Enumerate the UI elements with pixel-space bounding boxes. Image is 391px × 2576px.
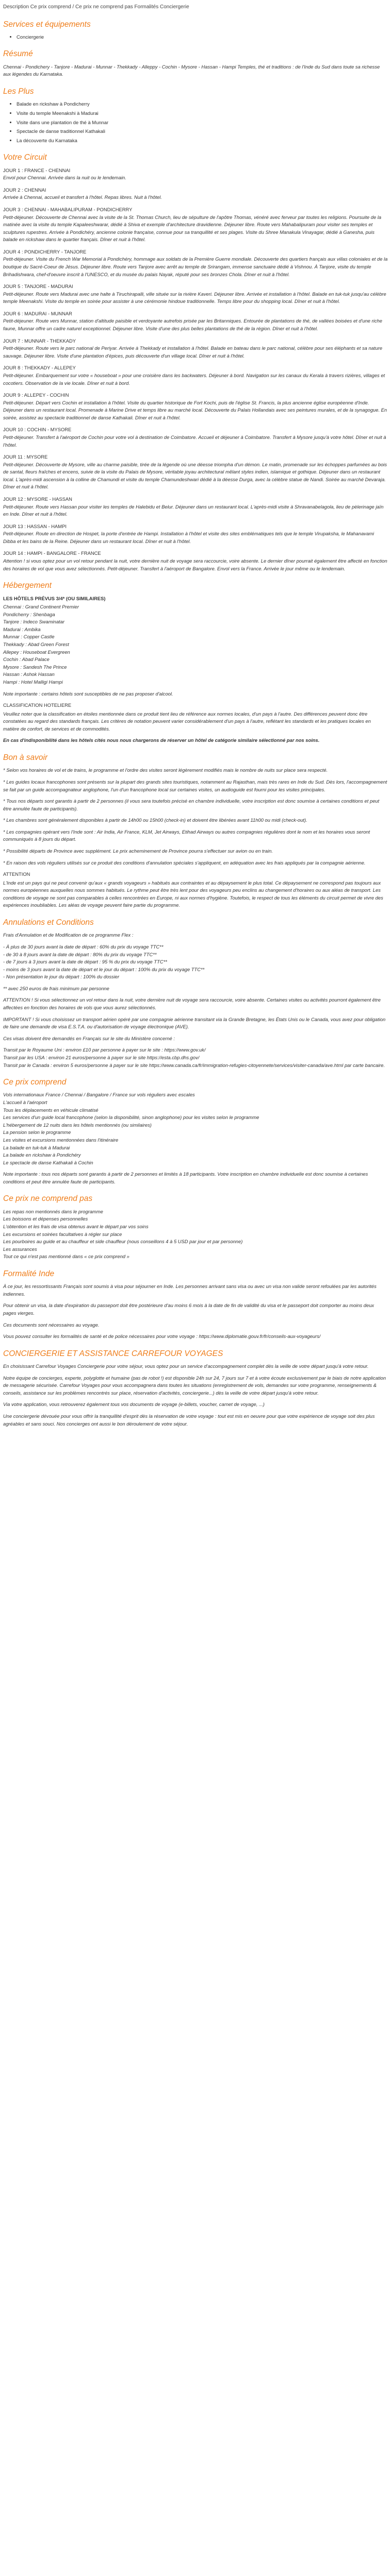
- day-text: Envol pour Chennai. Arrivée dans la nuit ou le lendemain.: [3, 175, 126, 181]
- day-title: JOUR 11 : MYSORE: [3, 454, 48, 460]
- day-block: [3, 248, 388, 278]
- transit-uk: Transit par le Royaume Uni : environ £10 par personne à payer sur le site : https://www.gov.uk/: [3, 1047, 206, 1053]
- minimum-fee-note: ** avec 250 euros de frais minimum par personne: [3, 985, 109, 991]
- formalites-heading: Formalité Inde: [3, 1269, 55, 1278]
- services-heading: Services et équipements: [3, 20, 91, 29]
- important-visa: IMPORTANT ! Si vous choisissez un transport aérien opéré par une compagnie aérienne transitant via la Grande Bretagne, les États Unis ou le Canada, vous avez pour obligation de faire une demande de visa E.S.T.A. ou d'autorisation de voyage électronique (AVE).: [3, 1016, 386, 1030]
- day-text: Petit-déjeuner. Route en direction de Hospet, la porte d'entrée de Hampi. Installation à l'hôtel et visite des sites emblématiques tels que le temple Virupaksha, le Mahanavami Dibba et les bains de la Reine. Déjeuner dans un restaurant local. Dîner et nuit à l'hôtel.: [3, 531, 374, 544]
- comprend-item: L'hébergement de 12 nuits dans les hôtels mentionnés (ou similaires): [3, 1122, 152, 1128]
- plus-item: • Spectacle de danse traditionnel Kathakali: [17, 128, 388, 135]
- ne-comprend-item: L'obtention et les frais de visa obtenus avant le départ par vos soins: [3, 1223, 149, 1229]
- conciergerie-paragraph: Via votre application, vous retrouverez également tous vos documents de voyage (e-billets, voucher, carnet de voyage, ...): [3, 1401, 265, 1408]
- classification-title: CLASSIFICATION HOTELIERE: [3, 702, 72, 708]
- conciergerie-paragraph: Une conciergerie dévouée pour vous offrir la tranquillité d'esprit dès la réservation de votre voyage : tout est mis en oeuvre pour que votre expérience de voyage soit des plus agréables et sans souci. Nos concierges ont aussi le bon déroulement de votre séjour.: [3, 1413, 375, 1427]
- plus-item: • Visite du temple Meenakshi à Madurai: [17, 110, 388, 117]
- comprend-list: [3, 1091, 388, 1166]
- info-paragraph: * Possibilité départs de Province avec supplément. Le prix acheminement de Province pourra s'effectuer sur avion ou en train.: [3, 848, 273, 854]
- day-block: [3, 523, 388, 546]
- hotels-note: Note importante : certains hôtels sont susceptibles de ne pas proposer d'alcool.: [3, 690, 173, 697]
- day-text: Petit-déjeuner. Découverte de Mysore, ville au charme paisible, tirée de la légende où une déesse triompha d'un démon. Le matin, promenade sur les échoppes parfumées au bois de santal, fleurs fraîches et encens, suivie de la visite du Palais de Mysore, véritable joyau architectural mêlant styles indien, islamique et gothique. Déjeuner dans un restaurant local. L'après-midi ascension à la colline de Chamundi et visite du temple Chamundeshwari dédié à la déesse Durga, avec la célèbre statue de Nandi. Soirée au marché Devaraja. Dîner et nuit à l'hôtel.: [3, 461, 387, 490]
- formalites-paragraph: Vous pouvez consulter les formalités de santé et de police nécessaires pour votre voyage : https://www.diplomatie.gouv.fr/fr/conseils-aux-voyageurs/: [3, 1333, 321, 1340]
- fee-line: - moins de 3 jours avant la date de départ et le jour du départ : 100% du prix du voyage TTC**: [3, 966, 205, 972]
- comprend-item: La pension selon le programme: [3, 1129, 71, 1136]
- info-paragraph: * Les guides locaux francophones sont présents sur la plupart des grands sites touristiques, notamment au Rajasthan, mais très rares en Inde du Sud. Dès lors, l'accompagnement se fait par un guide accompagnateur anglophone, l'un d'un francophone local sur certaines visites, un audioguide est fourni pour les visites principales.: [3, 778, 387, 792]
- day-title: JOUR 10 : COCHIN - MYSORE: [3, 427, 72, 433]
- info-paragraph: * Les chambres sont généralement disponibles à partir de 14h00 ou 15h00 (check-in) et doivent être libérées avant 11h00 ou midi (check-out).: [3, 817, 307, 823]
- classification-text: Veuillez noter que la classification en étoiles mentionnée dans ce produit tient lieu de référence aux normes locales, d'un pays à l'autre. Des différences peuvent donc être constatées au regard des standards français. Les critères de notation peuvent varier considérablement d'un pays à l'autre, reflétant les standards et les pratiques locales en matière de confort, de services et de commodités.: [3, 710, 371, 732]
- annulations-intro: Frais d'Annulation et de Modification de ce programme Flex :: [3, 932, 134, 938]
- conciergerie-section: [3, 1349, 388, 1428]
- bon-a-savoir-section: [3, 753, 388, 909]
- hotel-line: Hampi : Hotel Malligi Hampi: [3, 679, 63, 685]
- day-block: [3, 364, 388, 387]
- transit-canada: Transit par le Canada : environ 5 euros/personne à payer sur le site https://www.canada.ca/fr/immigration-refugies-citoyennete/services/visiter-canada/ave.html par carte bancaire.: [3, 1062, 385, 1068]
- fee-line: - À plus de 30 jours avant la date de départ : 60% du prix du voyage TTC**: [3, 944, 164, 950]
- day-block: [3, 167, 388, 182]
- day-block: [3, 496, 388, 518]
- ne-comprend-heading: Ce prix ne comprend pas: [3, 1194, 93, 1204]
- attention-title: ATTENTION: [3, 871, 30, 877]
- comprend-heading: Ce prix comprend: [3, 1078, 67, 1087]
- bon-a-savoir-heading: Bon à savoir: [3, 753, 48, 762]
- resume-heading: Résumé: [3, 49, 33, 59]
- comprend-item: La balade en tuk-tuk à Madurai: [3, 1144, 70, 1150]
- ne-comprend-list: [3, 1208, 388, 1261]
- bon-a-savoir-block: [3, 767, 388, 867]
- plus-item: • La découverte du Karnataka: [17, 137, 388, 145]
- day-block: [3, 310, 388, 333]
- hotel-line: Thekkady : Abad Green Forest: [3, 641, 69, 648]
- ne-comprend-item: Tout ce qui n'est pas mentionné dans « ce prix comprend »: [3, 1253, 129, 1260]
- fee-line: - de 7 jours à 3 jours avant la date de départ : 95 % du prix du voyage TTC**: [3, 959, 167, 965]
- circuit-section: [3, 152, 388, 572]
- conciergerie-paragraph: Notre équipe de concierges, experte, polyglotte et humaine (pas de robot !) est disponible 24h sur 24, 7 jours sur 7 et à votre écoute exclusivement par le biais de notre application de messagerie sécurisée. Carrefour Voyages pour vous accompagnera dans toutes les situations (enregistrement de vols, demandes sur votre programme, renseignements & conseils, assistance sur les problèmes rencontrés sur place, réservation d'activités, conciergerie...) dès la veille de votre départ jusqu'à votre retour.: [3, 1375, 386, 1396]
- hotel-list: [3, 603, 388, 686]
- info-paragraph: * Selon vos horaires de vol et de trains, le programme et l'ordre des visites seront légèrement modifiés mais le nombre de nuits sur place sera respecté.: [3, 767, 328, 773]
- cancellation-fees: [3, 943, 388, 981]
- hotel-line: Mysore : Sandesh The Prince: [3, 664, 67, 670]
- info-paragraph: * Tous nos départs sont garantis à partir de 2 personnes (il vous sera toutefois précisé en chambre individuelle, votre inscription est donc soumise à certaines conditions et peut être annulée faute de participants).: [3, 798, 380, 811]
- day-title: JOUR 7 : MUNNAR - THEKKADY: [3, 337, 76, 344]
- day-title: JOUR 2 : CHENNAI: [3, 187, 46, 193]
- info-paragraph: * Les compagnies opérant vers l'Inde sont : Air India, Air France, KLM, Jet Airways, Etihad Airways ou autres compagnies régulières dont le nom et les horaires vous seront communiqués à 8 jours du départ.: [3, 828, 370, 842]
- day-title: JOUR 9 : ALLEPEY - COCHIN: [3, 392, 69, 398]
- availability-text: En cas d'indisponibilité dans les hôtels cités nous nous chargerons de réserver un hôtel de catégorie similaire sélectionné par nos soins.: [3, 737, 320, 743]
- hotel-line: Madurai : Ambika: [3, 626, 41, 632]
- day-text: Petit-déjeuner. Embarquement sur votre « houseboat » pour une croisière dans les backwaters. Déjeuner à bord. Navigation sur les canaux du Kerala à travers rizières, villages et cocotiers. Observation de la vie locale. Dîner et nuit à bord.: [3, 372, 385, 386]
- day-text: Petit-déjeuner. Route vers Hassan pour visiter les temples de Halebidu et Belur. Déjeuner dans un restaurant local. L'après-midi visite à Shravanabelagola, lieu de pèlerinage jaïn en Inde. Dîner et nuit à l'hôtel.: [3, 503, 384, 517]
- resume-text: Chennai - Pondichery - Tanjore - Madurai - Munnar - Thekkady - Alleppy - Cochin - Mysore - Hassan - Hampi Temples, thé et traditions : de l'Inde du Sud dans toute sa richesse aux légendes du Karnataka.: [3, 63, 380, 77]
- info-paragraph: * En raison des vols réguliers utilisés sur ce produit des conditions d'annulation spéciales s'appliquent, en adéquation avec les frais appliqués par la compagnie aérienne.: [3, 859, 366, 866]
- day-text: Arrivée à Chennai, accueil et transfert à l'hôtel. Repas libres. Nuit à l'hôtel.: [3, 194, 162, 200]
- day-block: [3, 283, 388, 306]
- day-title: JOUR 1 : FRANCE - CHENNAI: [3, 167, 71, 173]
- day-title: JOUR 3 : CHENNAI - MAHABALIPURAM - PONDICHERRY: [3, 206, 133, 212]
- ne-comprend-item: Les excursions et soirées facultatives à régler sur place: [3, 1231, 122, 1237]
- transit-usa: Transit par les USA : environ 21 euros/personne à payer sur le site https://esta.cbp.dhs.gov/: [3, 1054, 200, 1060]
- attention-return: ATTENTION ! Si vous sélectionnez un vol retour dans la nuit, votre dernière nuit de voyage sera raccourcie, voire absente. Certaines visites ou activités pourront également être affectées en fonction des horaires de vols que vous aurez sélectionnés.: [3, 997, 381, 1011]
- day-title: JOUR 13 : HASSAN - HAMPI: [3, 523, 67, 529]
- hotel-line: Chennai : Grand Continent Premier: [3, 604, 79, 610]
- day-block: [3, 392, 388, 421]
- plus-section: [3, 87, 388, 144]
- day-text: Petit-déjeuner. Découverte de Chennai avec la visite de la St. Thomas Church, lieu de sépulture de l'apôtre Thomas, vénéré avec ferveur par toutes les religions. Poursuite de la matinée avec la visite du temple Kapaleeshwarar, dédié à Shiva et exemple d'architecture dravidienne. Déjeuner libre. Route vers Mahabalipuram pour visiter ses temples et sculptures rupestres. Arrivée à Pondichéry, ancienne colonie française, connue pour sa tranquillité et ses plages. Visite du Shree Manakula Vinayagar, dédié à Ganesha, puis balade en rickshaw dans le quartier français. Dîner et nuit à l'hôtel.: [3, 214, 382, 243]
- circuit-heading: Votre Circuit: [3, 153, 47, 162]
- plus-list: [3, 100, 388, 144]
- ne-comprend-item: Les assurances: [3, 1246, 37, 1252]
- formalites-section: [3, 1269, 388, 1341]
- fee-line: - de 30 à 8 jours avant la date de départ : 80% du prix du voyage TTC**: [3, 951, 157, 957]
- hotel-line: Munnar : Copper Castle: [3, 634, 55, 640]
- visa-intro: Ces visas doivent être demandés en Français sur le site du Ministère concerné :: [3, 1035, 175, 1041]
- services-list: [3, 33, 388, 41]
- day-block: [3, 426, 388, 449]
- comprend-item: L'accueil à l'aéroport: [3, 1099, 47, 1106]
- day-title: JOUR 6 : MADURAI - MUNNAR: [3, 310, 72, 316]
- annulations-heading: Annulations et Conditions: [3, 918, 94, 927]
- plus-item: • Visite dans une plantation de thé à Munnar: [17, 119, 388, 127]
- hebergement-heading: Hébergement: [3, 581, 52, 590]
- comprend-item: Vols internationaux France / Chennai / Bangalore / France sur vols réguliers avec escales: [3, 1092, 195, 1098]
- conciergerie-paragraph: En choisissant Carrefour Voyages Conciergerie pour votre séjour, vous optez pour un service d'accompagnement complet dès la veille de votre départ jusqu'à votre retour.: [3, 1363, 369, 1369]
- hotel-line: Tanjore : Indeco Swaminatar: [3, 619, 64, 625]
- day-title: JOUR 5 : TANJORE - MADURAI: [3, 283, 73, 290]
- services-section: [3, 20, 388, 41]
- day-block: [3, 337, 388, 360]
- plus-item: • Balade en rickshaw à Pondicherry: [17, 100, 388, 108]
- day-block: [3, 206, 388, 244]
- hotel-line: Hassan : Ashok Hassan: [3, 671, 55, 677]
- comprend-item: Tous les déplacements en véhicule climatisé: [3, 1107, 99, 1113]
- comprend-section: [3, 1077, 388, 1185]
- comprend-item: Le spectacle de danse Kathakali à Cochin: [3, 1159, 93, 1165]
- intro-links: Description Ce prix comprend / Ce prix ne comprend pas Formalités Conciergerie: [3, 4, 189, 10]
- comprend-item: La balade en rickshaw à Pondichéry: [3, 1152, 81, 1158]
- transit-lines: [3, 1046, 388, 1069]
- ne-comprend-item: Les repas non mentionnés dans le programme: [3, 1208, 103, 1214]
- day-block: [3, 550, 388, 572]
- ne-comprend-item: Les boissons et dépenses personnelles: [3, 1216, 88, 1222]
- day-title: JOUR 14 : HAMPI - BANGALORE - FRANCE: [3, 550, 101, 556]
- resume-section: [3, 49, 388, 78]
- annulations-section: [3, 918, 388, 1069]
- formalites-paragraph: À ce jour, les ressortissants Français sont soumis à visa pour séjourner en Inde. Les personnes arrivant sans visa ou avec un visa non valide seront refoulées par les autorités indiennes.: [3, 1283, 377, 1297]
- day-text: Petit-déjeuner. Transfert à l'aéroport de Cochin pour votre vol à destination de Coimbatore. Accueil et déjeuner à Coimbatore. Transfert à Mysore jusqu'à votre hôtel. Dîner et nuit à l'hôtel.: [3, 434, 386, 448]
- hotel-line: Pondicherry : Shenbaga: [3, 611, 55, 617]
- conciergerie-heading: CONCIERGERIE ET ASSISTANCE CARREFOUR VOYAGES: [3, 1349, 223, 1358]
- fee-line: - Non présentation le jour du départ : 100% du dossier: [3, 974, 120, 980]
- day-text: Petit-déjeuner. Route vers le parc national de Periyar. Arrivée à Thekkady et installation à l'hôtel. Balade en bateau dans le parc national, célèbre pour ses éléphants et sa nature sauvage. Déjeuner libre. Visite d'une plantation d'épices, puis découverte d'un village local. Dîner et nuit à l'hôtel.: [3, 345, 383, 359]
- day-title: JOUR 8 : THEKKADY - ALLEPEY: [3, 365, 76, 371]
- day-block: [3, 453, 388, 491]
- ne-comprend-section: [3, 1194, 388, 1260]
- services-item: • Conciergerie: [17, 33, 388, 41]
- day-text: Petit-déjeuner. Visite du French War Memorial à Pondichéry, hommage aux soldats de la Première Guerre mondiale. Découverte des quartiers français aux villas coloniales et de la boutique du Sacré-Coeur de Jésus. Déjeuner libre. Route vers Tanjore avec arrêt au temple de Srirangam, immense sanctuaire dédié à Vishnou. À Tanjore, visite du temple Brihadishwara, chef-d'oeuvre inscrit à l'UNESCO, et du musée du palais Nayak, réputé pour ses bronzes Chola. Dîner et nuit à l'hôtel.: [3, 256, 388, 277]
- day-text: Attention ! si vous optez pour un vol retour pendant la nuit, votre dernière nuit de voyage sera raccourcie, voire absente. Le dernier dîner pourrait également être affecté en fonction des horaires de vol que vous avez sélectionnés. Petit-déjeuner. Transfert à l'aéroport de Bangalore. Envol vers la France. Arrivée le jour même ou le lendemain.: [3, 558, 387, 571]
- attention-text: L'Inde est un pays qui ne peut convenir qu'aux « grands voyageurs » habitués aux contraintes et au dépaysement le plus total. Ce dépaysement ne correspond pas toujours aux normes européennes auxquelles nous sommes habitués. Le rythme peut être très lent pour des voyageurs peu enclins au changement d'horaires ou aux aléas de transport. Les conditions de voyage ne sont pas comparables à celles rencontrées en Europe, ni aux normes d'hygiène. Toutefois, le respect de tous les éléments du circuit permet de vivre des expériences inoubliables. Les aléas de voyage peuvent faire partie du programme.: [3, 879, 383, 908]
- day-text: Petit-déjeuner. Départ vers Cochin et installation à l'hôtel. Visite du quartier historique de Fort Kochi, puis de l'église St. Francis, la plus ancienne église européenne d'Inde. Déjeuner dans un restaurant local. Promenade à Marine Drive et temps libre au marché local. Découverte du Palais Hollandais avec ses peintures murales, et de la synagogue. En soirée, assistez au spectacle traditionnel de danse Kathakali. Dîner et nuit à l'hôtel.: [3, 399, 387, 420]
- day-title: JOUR 4 : PONDICHERRY - TANJORE: [3, 248, 87, 255]
- day-title: JOUR 12 : MYSORE - HASSAN: [3, 496, 72, 502]
- ne-comprend-item: Les pourboires au guide et au chauffeur et side chauffeur (nous conseillons 4 à 5 USD par jour et par personne): [3, 1239, 243, 1245]
- comprend-item: Les visites et excursions mentionnées dans l'itinéraire: [3, 1137, 119, 1143]
- formalites-paragraph: Ces documents sont nécessaires au voyage.: [3, 1321, 100, 1328]
- day-block: [3, 187, 388, 201]
- day-text: Petit-déjeuner. Route vers Madurai avec une halte à Tiruchirapalli, ville située sur la rivière Kaveri. Déjeuner libre. Arrivée et installation à l'hôtel. Balade en tuk-tuk jusqu'au célèbre temple Meenakshi. Visite du temple en soirée pour assister à une cérémonie hindoue traditionnelle. Temps libre pour du shopping local. Dîner et nuit à l'hôtel.: [3, 291, 386, 304]
- comprend-item: Les services d'un guide local francophone (selon la disponibilité, sinon anglophone) pour les visites selon le programme: [3, 1114, 259, 1121]
- day-text: Petit-déjeuner. Route vers Munnar, station d'altitude paisible et verdoyante autrefois prisée par les Britanniques. Entourée de plantations de thé, de vallées boisées et d'une riche faune, Munnar offre un cadre naturel exceptionnel. Déjeuner libre. Visite d'une des plus belles plantations de thé de la région. Dîner et nuit à l'hôtel.: [3, 318, 382, 332]
- plus-heading: Les Plus: [3, 87, 34, 96]
- hotel-line: Cochin : Abad Palace: [3, 656, 50, 663]
- formalites-paragraph: Pour obtenir un visa, la date d'expiration du passeport doit être postérieure d'au moins 6 mois à la date de fin de validité du visa et le passeport doit comporter au moins deux pages vierges.: [3, 1302, 374, 1316]
- hebergement-section: [3, 581, 388, 744]
- comprend-note: Note importante : tous nos départs sont garantis à partir de 2 personnes et limités à 18 participants. Votre inscription en chambre individuelle est donc soumise à certaines conditions et peut être annulée faute de participants.: [3, 1171, 368, 1184]
- hotel-line: Allepey : Houseboat Evergreen: [3, 649, 70, 655]
- hotels-subtitle: LES HÔTELS PRÉVUS 3/4* (OU SIMILAIRES): [3, 595, 106, 601]
